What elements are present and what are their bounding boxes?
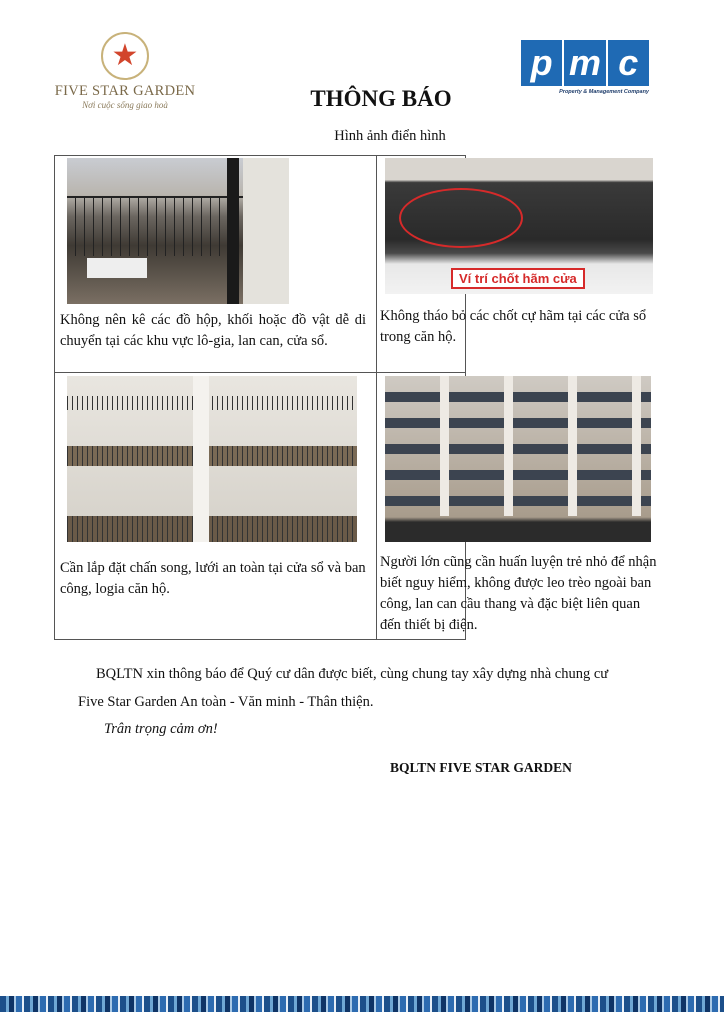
notice-text: Five Star Garden An toàn - Văn minh - Thân thiện. (78, 694, 374, 710)
divider (376, 156, 377, 639)
image-table (54, 155, 657, 640)
logo-name: FIVE STAR GARDEN (54, 83, 196, 99)
footer-band (0, 996, 724, 1012)
caption-3: Cần lắp đặt chấn song, lưới an toàn tại cửa sổ và ban công, logia căn hộ. (60, 560, 366, 597)
pmc-letter: p (521, 40, 562, 86)
logo-slogan: Nơi cuộc sống giao hoà (82, 100, 168, 110)
balcony-photo (67, 158, 289, 304)
pmc-letter: c (608, 40, 649, 86)
signature: BQLTN FIVE STAR GARDEN (390, 760, 572, 775)
caption-1: Không nên kê các đồ hộp, khối hoặc đồ vật dễ di chuyển tại các khu vực lô-gia, lan can, cửa sổ. (60, 312, 366, 349)
page-subtitle: Hình ảnh điển hình (334, 128, 446, 144)
notice-text: BQLTN xin thông báo để Quý cư dân được biết, cùng chung tay xây dựng nhà chung cư (96, 666, 609, 682)
latch-label: Ví trí chốt hãm cửa (451, 268, 585, 289)
pmc-letter: m (564, 40, 605, 86)
building-facade-photo (385, 376, 651, 542)
caption-4: Người lớn cũng cần huấn luyện trẻ nhỏ để nhận biết nguy hiểm, không được leo trèo ngoài ban công, lan can cầu thang và đặc biệt liên quan đến thiết bị điện. (380, 554, 657, 633)
star-icon: ★ (101, 32, 149, 80)
safety-grille-photo (67, 376, 357, 542)
caption-2: Không tháo bỏ các chốt cự hãm tại các cửa sổ trong căn hộ. (380, 308, 647, 345)
window-latch-photo (385, 158, 653, 294)
page-title: THÔNG BÁO (310, 86, 452, 111)
divider (55, 372, 465, 373)
pmc-subtitle: Property & Management Company (559, 89, 649, 95)
thanks-text: Trân trọng cảm ơn! (104, 721, 218, 737)
